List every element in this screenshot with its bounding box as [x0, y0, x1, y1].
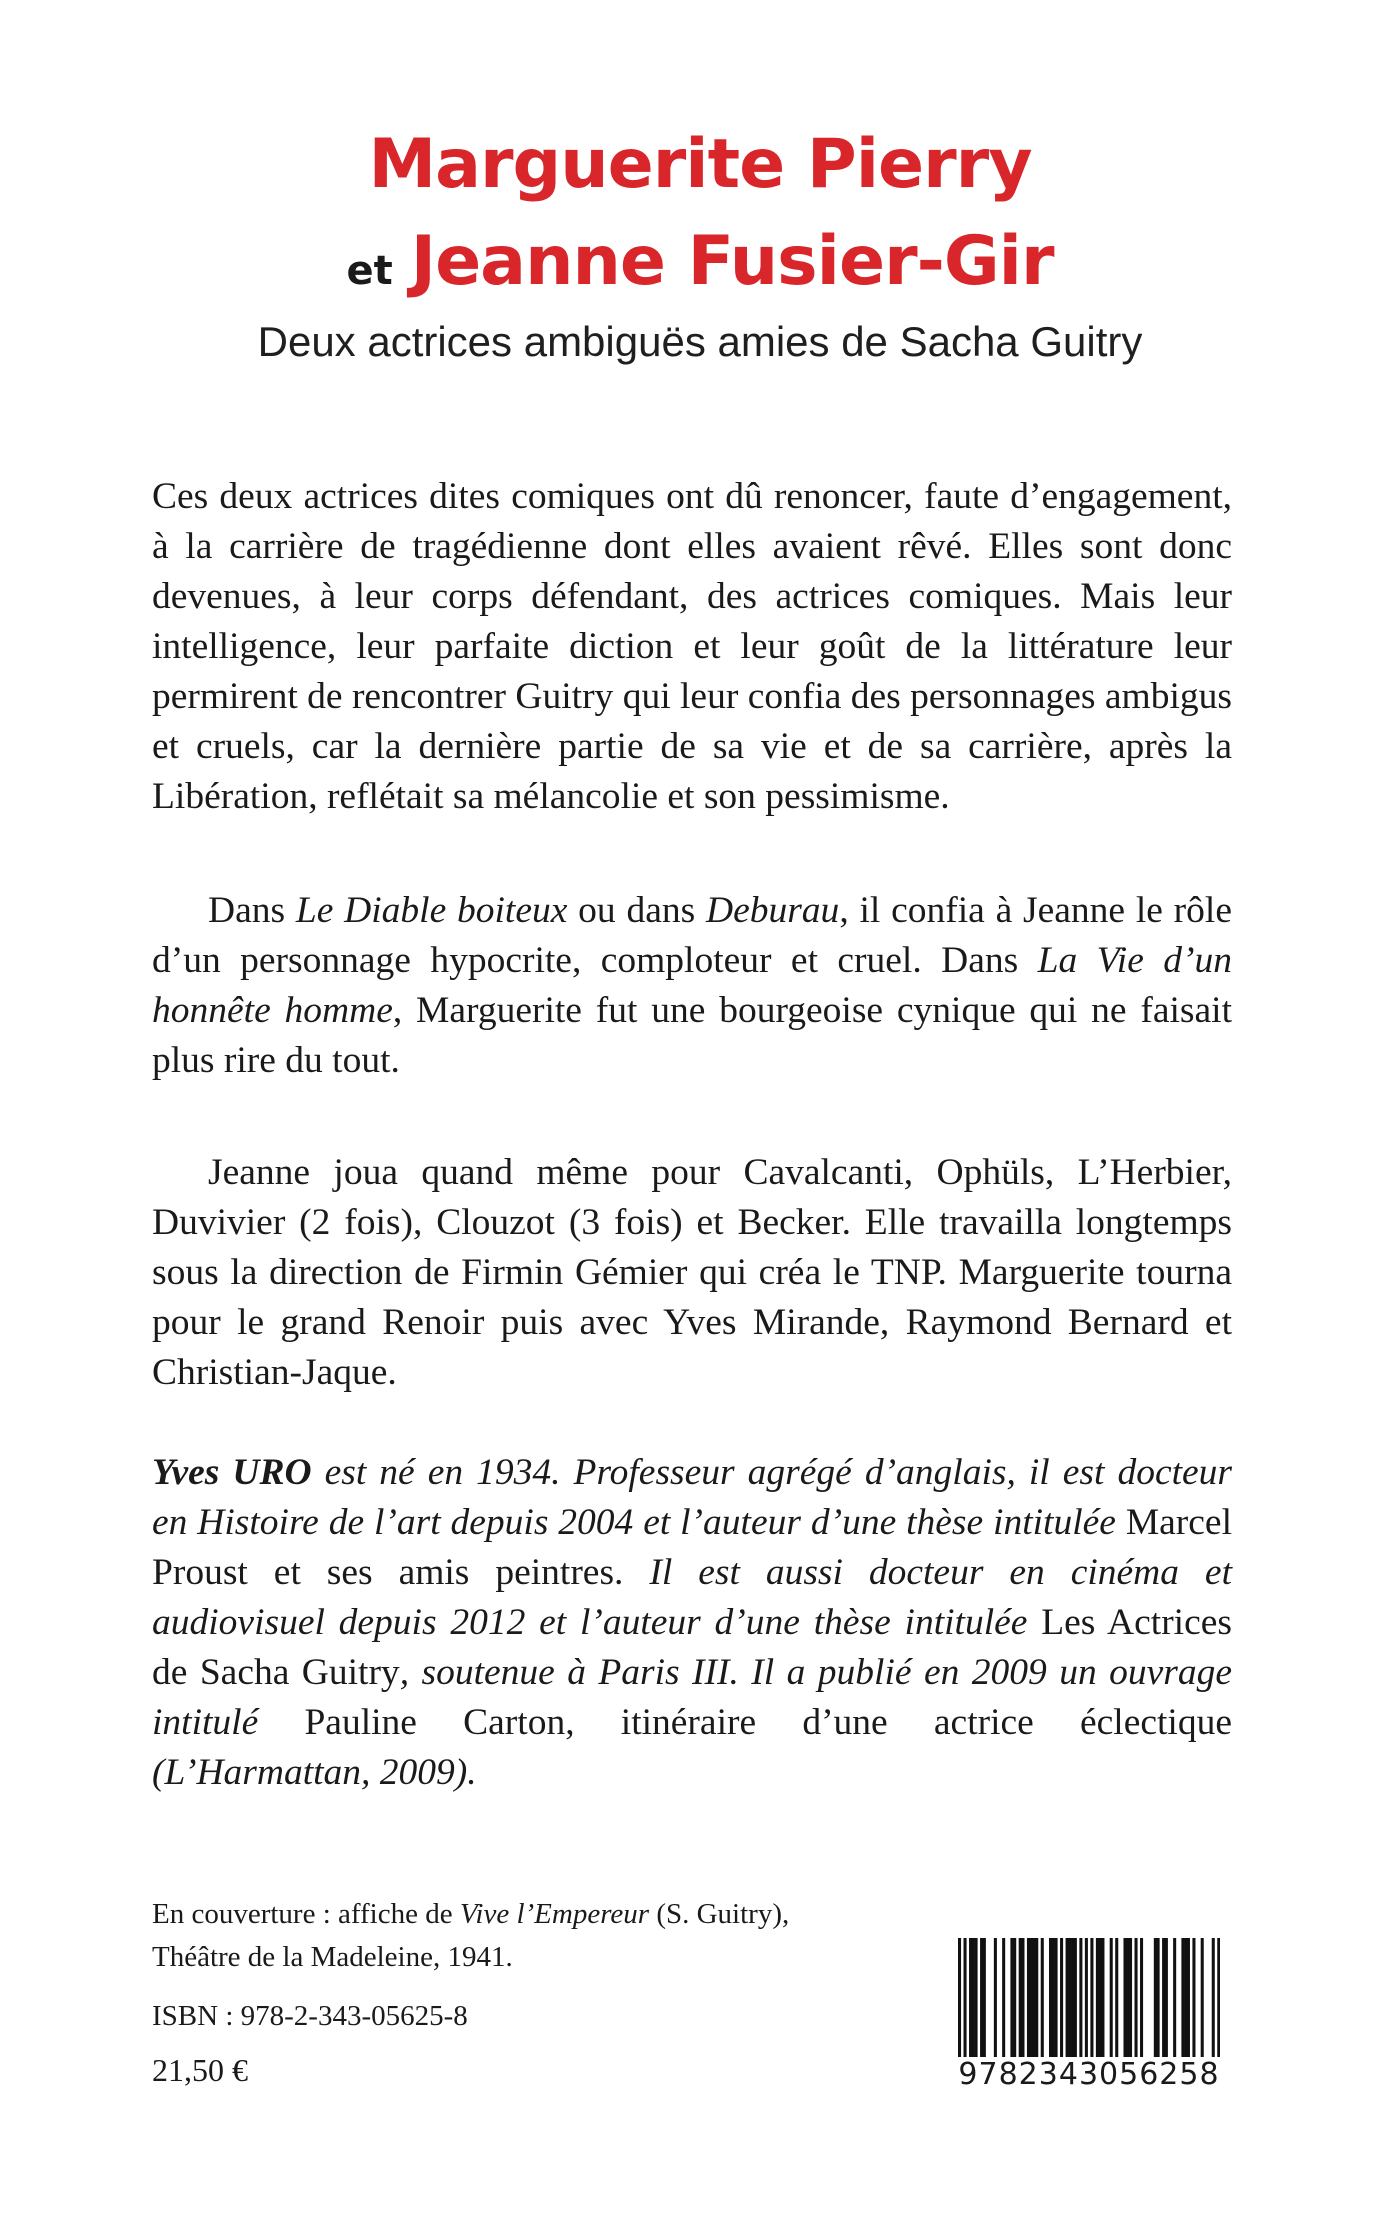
title-connector: et — [346, 248, 393, 294]
bio-text-2: Il est aussi docteur en cinéma et audiovisuel depuis 2012 et l’auteur d’une thèse intitulée — [152, 1552, 1232, 1643]
title-name-2: Jeanne Fusier-Gir — [410, 222, 1054, 301]
barcode-bar — [1184, 1938, 1187, 2058]
book-title: Pauline Carton, itinéraire d’une actrice éclectique — [304, 1702, 1232, 1743]
barcode-bar — [1079, 1938, 1082, 2058]
title-line-2 — [0, 222, 1400, 301]
barcode-bar — [1187, 1938, 1190, 2058]
subtitle: Deux actrices ambiguës amies de Sacha Guitry — [257, 318, 1143, 365]
barcode-bar — [1055, 1938, 1058, 2058]
credit-text-a: En couverture : affiche de — [152, 1898, 460, 1930]
author-name: Yves URO — [152, 1452, 312, 1493]
barcode-bar — [1060, 1938, 1063, 2058]
barcode-bar — [1135, 1938, 1138, 2058]
price: 21,50 € — [152, 2052, 248, 2088]
barcode-bar — [1129, 1938, 1132, 2058]
bio-text-1: est né en 1934. Professeur agrégé d’anglais, il est docteur en Histoire de l’art depuis 2004 et l’auteur d’une thèse intitulée — [152, 1452, 1232, 1543]
barcode-bar — [1157, 1938, 1160, 2058]
summary-paragraph-2 — [152, 886, 1232, 1086]
credit-line-2: Théâtre de la Madeleine, 1941. — [152, 1941, 513, 1973]
barcode-bar — [1068, 1938, 1071, 2058]
thesis-title-2: Les Actrices de Sacha Guitry — [152, 1602, 1232, 1693]
barcode-bar — [1110, 1938, 1113, 2058]
barcode-bar — [1140, 1938, 1143, 2058]
p2-text-c: ou dans — [567, 890, 706, 931]
thesis-title-1: Marcel Proust et ses amis peintres. — [152, 1502, 1232, 1593]
barcode-bar — [1123, 1938, 1126, 2058]
barcode-bar — [1074, 1938, 1077, 2058]
barcode-bar — [1019, 1938, 1022, 2058]
barcode-bar — [1071, 1938, 1074, 2058]
p2-text-e: , il confia à Jeanne le rôle d’un personnage hypocrite, comploteur et cruel. Dans — [152, 890, 1232, 981]
barcode-bar — [1021, 1938, 1024, 2058]
barcode-bar — [1041, 1938, 1044, 2058]
barcode-bar — [1181, 1938, 1184, 2058]
barcode-bar — [1162, 1938, 1165, 2058]
barcode-bar — [983, 1938, 986, 2058]
work-title-deburau: Deburau — [705, 890, 840, 931]
barcode-bar — [1096, 1938, 1099, 2058]
barcode-bar — [1115, 1938, 1118, 2058]
title-line-1: Marguerite Pierry — [368, 125, 1032, 204]
barcode-bar — [1165, 1938, 1168, 2058]
barcode-bar — [1101, 1938, 1104, 2058]
barcode-bar — [969, 1938, 972, 2058]
p2-text-a: Dans — [208, 890, 296, 931]
summary-paragraph-3: Jeanne joua quand même pour Cavalcanti, Ophüls, L’Herbier, Duvivier (2 fois), Clouzot (3 fois) et Becker. Elle travailla longtemps sous la direction de Firmin Gémier qui créa le TNP. Marguerite tourna pour le grand Renoir puis avec Yves Mirande, Raymond Bernard et Christian-Jaque. — [152, 1152, 1232, 1393]
barcode-bar — [980, 1938, 983, 2058]
barcode-bar — [1066, 1938, 1069, 2058]
work-title-diable-boiteux: Le Diable boiteux — [295, 890, 568, 931]
author-bio — [152, 1448, 1232, 1798]
barcode-bar — [1173, 1938, 1176, 2058]
credit-poster-title: Vive l’Empereur — [459, 1898, 650, 1930]
barcode-bar — [972, 1938, 975, 2058]
barcode-digits: 9782343056258 — [958, 2057, 1220, 2092]
bio-text-4: (L’Harmattan, 2009). — [152, 1752, 477, 1793]
isbn: ISBN : 978-2-343-05625-8 — [152, 2000, 468, 2032]
credit-text-c: (S. Guitry), — [649, 1898, 790, 1930]
barcode-bar — [1035, 1938, 1038, 2058]
barcode-bar — [1192, 1938, 1195, 2058]
barcode-bar — [1013, 1938, 1016, 2058]
work-title-vie-honnete-homme: La Vie d’un honnête homme — [152, 940, 1233, 1031]
barcode-bar — [994, 1938, 997, 2058]
barcode-bar — [1201, 1938, 1204, 2058]
barcode-bar — [1099, 1938, 1102, 2058]
barcode-bar — [1052, 1938, 1055, 2058]
summary-paragraph-1: Ces deux actrices dites comiques ont dû renoncer, faute d’engagement, à la carrière de tragédienne dont elles avaient rêvé. Elles sont donc devenues, à leur corps défendant, des actrices comiques. Mais leur intelligence, leur parfaite diction et leur goût de la littérature leur permirent de rencontrer Guitry qui leur confia des personnages ambigus et cruels, car la dernière partie de sa vie et de sa carrière, après la Libération, reflétait sa mélancolie et son pessimisme. — [152, 476, 1232, 817]
barcode-bar — [1027, 1938, 1030, 2058]
p2-text-g: , Marguerite fut une bourgeoise cynique qui ne faisait plus rire du tout. — [152, 990, 1232, 1081]
barcode-bar — [975, 1938, 978, 2058]
barcode-bar — [1126, 1938, 1129, 2058]
barcode-bar — [1010, 1938, 1013, 2058]
barcode-bar — [1002, 1938, 1005, 2058]
barcode-bar — [1049, 1938, 1052, 2058]
barcode-bar — [1030, 1938, 1033, 2058]
cover-credit — [152, 1893, 912, 1979]
bio-text-3: , soutenue à Paris III. Il a publié en 2009 un ouvrage intitulé — [152, 1652, 1232, 1743]
barcode-bar — [1032, 1938, 1035, 2058]
barcode-bar — [1154, 1938, 1157, 2058]
